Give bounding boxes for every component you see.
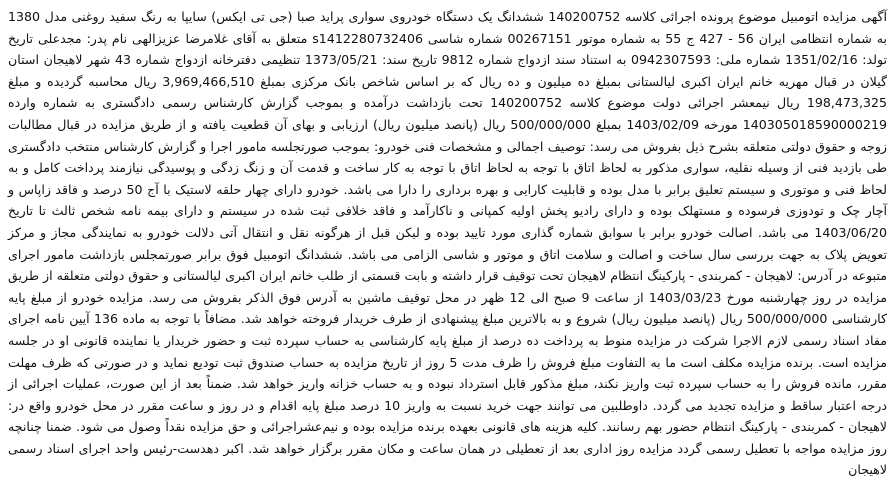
notice-body: آگهی مزایده اتومبیل موضوع پرونده اجرائی کلاسه 140200752 ششدانگ یک دستگاه خودروی سواری پراید صبا (جی تی ایکس) سایپا به رنگ سفید روغنی مدل 1380 به شماره انتظامی ایران 56 - 427 ج 55 به شماره موتور 00267151 شماره شاسی s1412280732406 متعلق به آقای غلامرضا عزیزالهی نام پدر: مجدعلی تاریخ تولد: 1351/02/16 شماره ملی: 0942307593 به استناد سند ازدواج شماره 9812 تاریخ سند: 1373/05/21 تنظیمی دفترخانه ازدواج شماره 43 شهر لاهیجان استان گیلان در قبال مهریه خانم ایران اکبری لیالستانی بمبلغ ده میلیون و ده ریال که بر اساس شاخص بانک مرکزی بمبلغ 3,969,466,510 ریال محاسبه گردیده و مبلغ 198,473,325 ریال نیمعشر اجرائی دولت موضوع کلاسه 140200752 تحت بازداشت درآمده و بموجب گزارش کارشناس رسمی دادگستری به شماره وارده 140305018590000219 مورخه 1403/02/09 بمبلغ 500/000/000 ریال (پانصد میلیون ریال) ارزیابی و بهای آن قطعیت یافته و از طریق مزایده در قبال مطالبات زوجه و حقوق دولتی متعلقه بشرح ذیل بفروش می رسد: توصیف اجمالی و مشخصات فنی خودرو: بموجب صورتجلسه مامور اجرا و گزارش کارشناس منتخب دادگستری طی بازدید فنی از وسیله نقلیه، سواری مذکور به لحاظ اتاق با توجه به لحاظ اتاق با توجه به کار ساخت و قدمت آن و زنگ زدگی و پوسیدگی نیازمند پرداخت کامل و به لحاظ فنی و موتوری و سیستم تعلیق برابر با مدل بوده و قابلیت کارایی و بهره برداری را دارا می باشد. خودرو دارای چهار حلقه لاستیک با آج 50 درصد و فاقد زاپاس و آچار چک و تودوزی فرسوده و مستهلک بوده و دارای رادیو پخش اولیه کمپانی و ناکارآمد و فاقد خلافی ثبت شده در سیستم و دارای بیمه نامه شخص ثالث تا تاریخ 1403/06/20 می باشد. اصالت خودرو برابر با سوابق شماره گذاری مورد تایید بوده و لیکن قبل از هرگونه نقل و انتقال آتی دلالت خودرو به نمایندگی مجاز و مرکز تعویض پلاک به جهت بررسی سال ساخت و اصالت و سلامت اتاق و موتور و شاسی الزامی می باشد. ششدانگ اتومبیل فوق برابر صورتمجلس بازداشت مامور اجرای متبوعه در آدرس: لاهیجان - کمربندی - پارکینگ انتظام لاهیجان تحت توقیف قرار داشته و بابت قسمتی از طلب خانم ایران اکبری لیالستانی و حقوق دولتی متعلقه از طریق مزایده در روز چهارشنبه مورخ 1403/03/23 از ساعت 9 صبح الی 12 ظهر در محل توقیف ماشین به آدرس فوق الذکر بفروش می رسد. مزایده خودرو از مبلغ پایه کارشناسی 500/000/000 ریال (پانصد میلیون ریال) شروع و به بالاترین مبلغ پیشنهادی از طرف خریدار فروخته خواهد شد. مضافاً با توجه به ماده 136 آیین نامه اجرای مفاد اسناد رسمی لازم الاجرا شرکت در مزایده منوط به پرداخت ده درصد از مبلغ پایه کارشناسی به حساب سپرده ثبت و حضور خریدار یا نماینده قانونی او در جلسه مزایده است. برنده مزایده مکلف است ما به التفاوت مبلغ فروش را ظرف مدت 5 روز از تاریخ مزایده به حساب صندوق ثبت تودیع نماید و در صورتی که ظرف مهلت مقرر، مانده فروش را به حساب سپرده ثبت واریز نکند، مبلغ مذکور قابل استرداد نبوده و به حساب خزانه واریز خواهد شد. ضمناً بعد از این صورت، عملیات اجرائی از درجه اعتبار ساقط و مزایده تجدید می گردد. داوطلبین می توانند جهت خرید نسبت به واریز 10 درصد مبلغ پایه اقدام و در روز و ساعت مقرر در محل خودرو واقع در: لاهیجان - کمربندی - پارکینگ انتظام حضور بهم رسانند. کلیه هزینه های قانونی بعهده برنده مزایده بوده و نیم‌عشراجرائی و حق مزایده نقداً وصول می شود. ضمنا چنانچه روز مزایده مواجه با تعطیل رسمی گردد مزایده روز اداری بعد از تعطیلی در همان ساعت و مکان مقرر برگزار خواهد شد. اکبر دهدست-رئیس واحد اجرای اسناد رسمی لاهیجان <box>8 9 887 478</box>
